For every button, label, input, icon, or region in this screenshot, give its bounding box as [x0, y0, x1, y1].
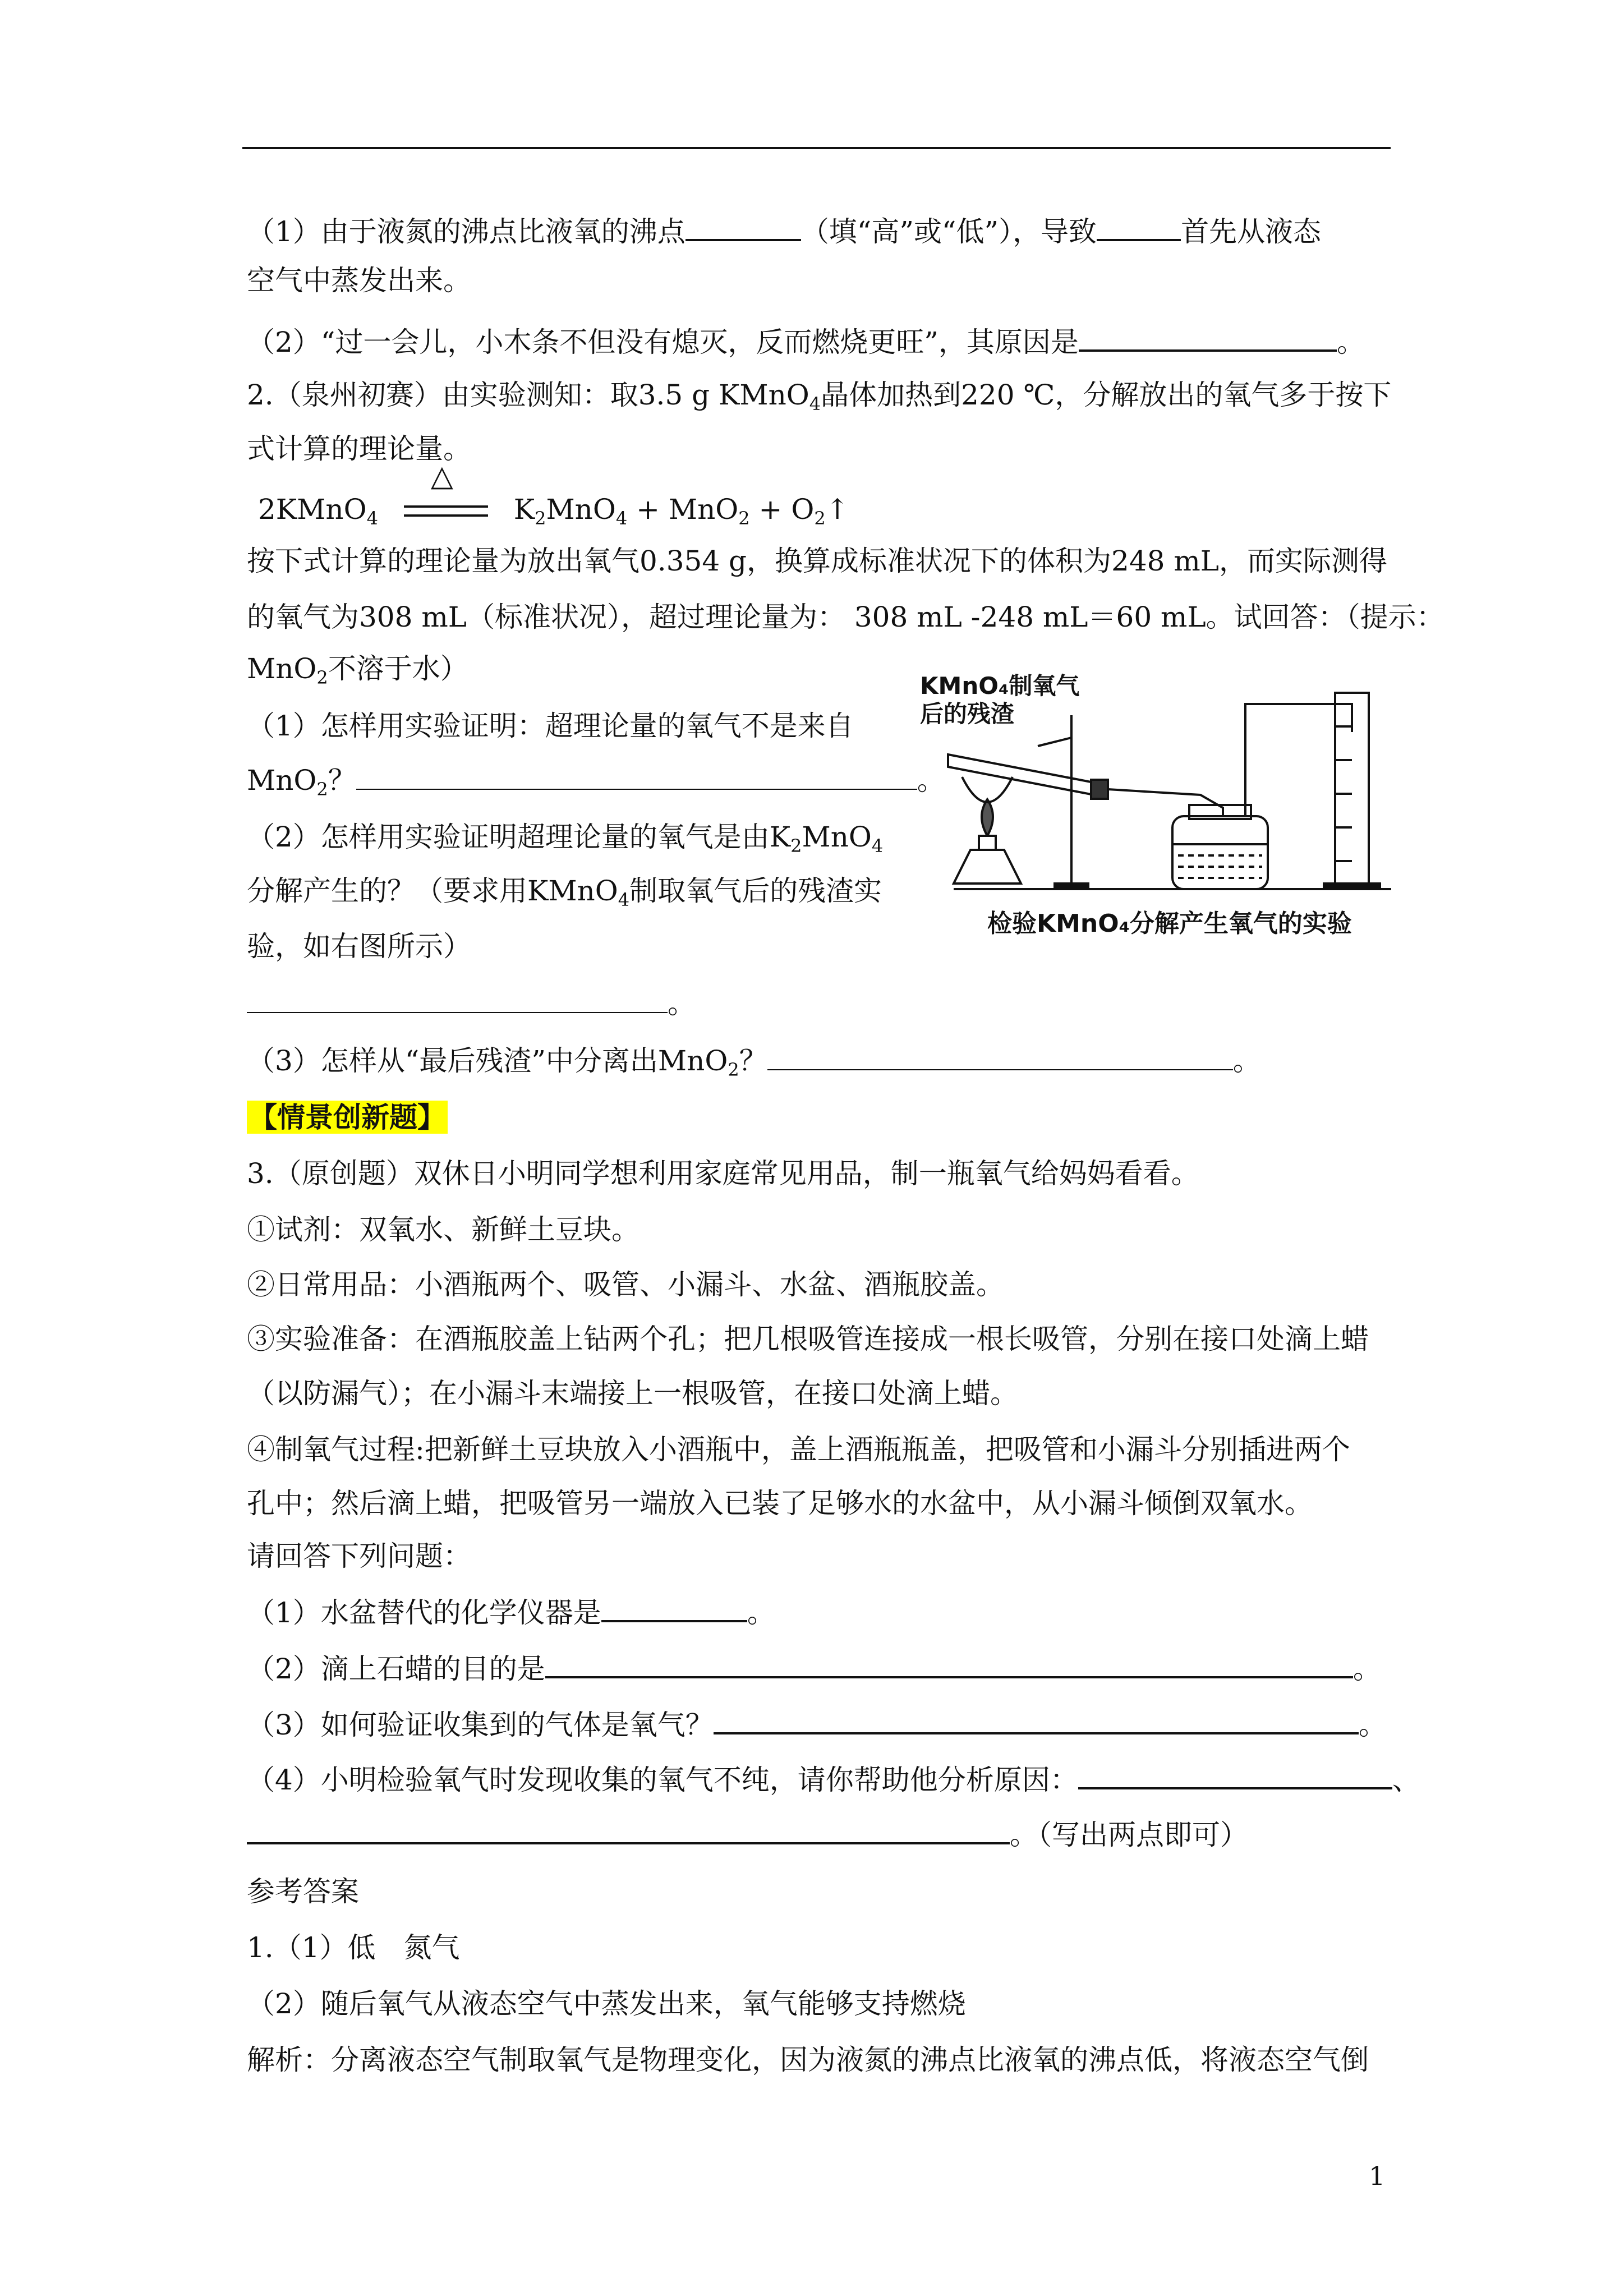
q2-line1: 2.（泉州初赛）由实验测知：取3.5 g KMnO$_4$晶体加热到220 ℃，分解放出的氧气多于按下 — [247, 379, 1392, 415]
heat-triangle-icon: △ — [430, 459, 453, 493]
q3-sub2: （2）滴上石蜡的目的是 。 — [247, 1649, 1381, 1687]
q1-part1-line2: 空气中蒸发出来。 — [247, 264, 471, 297]
chemical-equation: 2KMnO$_4$ △ $K_2MnO_4 + MnO_2$ + $O_2↑$ — [258, 459, 849, 529]
q1-part1-line1: （1）由于液氮的沸点比液氧的沸点 （填“高”或“低”），导致 首先从液态 — [247, 212, 1321, 250]
q2-line4: 的氧气为308 mL（标准状况），超过理论量为： 308 mL -248 mL＝60 mL。试回答：（提示： — [247, 601, 1444, 633]
q3-line2: ①试剂：双氧水、新鲜土豆块。 — [247, 1213, 640, 1246]
q3-line4: ③实验准备：在酒瓶胶盖上钻两个孔；把几根吸管连接成一根长吸管，分别在接口处滴上蜡 — [247, 1323, 1369, 1355]
q2-sub1-line1: （1）怎样用实验证明：超理论量的氧气不是来自 — [247, 710, 854, 742]
answer-1-analysis: 解析：分离液态空气制取氧气是物理变化，因为液氮的沸点比液氧的沸点低，将液态空气倒 — [247, 2044, 1369, 2076]
q3-line1: 3.（原创题）双休日小明同学想利用家庭常见用品，制一瓶氧气给妈妈看看。 — [247, 1157, 1199, 1190]
figure-label-line2: 后的残渣 — [920, 700, 1015, 728]
q2-sub2-answer: 。 — [247, 985, 696, 1022]
q2-sub1-line2: MnO$_2$？ 。 — [247, 762, 945, 798]
q3-line8: 请回答下列问题： — [247, 1540, 471, 1572]
q2-line2: 式计算的理论量。 — [247, 432, 471, 465]
q3-sub3: （3）如何验证收集到的气体是氧气？ 。 — [247, 1705, 1387, 1743]
equation-equals-heat — [404, 459, 488, 526]
q3-sub1: （1）水盆替代的化学仪器是 。 — [247, 1593, 775, 1631]
q2-sub3: （3）怎样从“最后残渣”中分离出MnO$_2$？ 。 — [247, 1042, 1261, 1079]
q3-line5: （以防漏气）；在小漏斗末端接上一根吸管，在接口处滴上蜡。 — [247, 1377, 1018, 1410]
figure-caption: 检验KMnO₄分解产生氧气的实验 — [987, 909, 1352, 938]
q3-sub4-line1: （4）小明检验氧气时发现收集的氧气不纯，请你帮助他分析原因： 、 — [247, 1760, 1420, 1798]
figure-label-line1: KMnO₄制氧气 — [920, 672, 1080, 700]
apparatus-figure — [909, 648, 1397, 945]
header-rule — [242, 147, 1391, 149]
answer-1-2: （2）随后氧气从液态空气中蒸发出来，氧气能够支持燃烧 — [247, 1987, 966, 2020]
gas-arrow-icon: ↑ — [825, 493, 849, 526]
q3-line3: ②日常用品：小酒瓶两个、吸管、小漏斗、水盆、酒瓶胶盖。 — [247, 1268, 1004, 1301]
answers-title: 参考答案 — [247, 1875, 359, 1908]
q1-part2: （2）“过一会儿，小木条不但没有熄灭，反而燃烧更旺”，其原因是 。 — [247, 323, 1365, 360]
q2-line5: MnO$_2$不溶于水） — [247, 652, 468, 688]
q3-line7: 孔中；然后滴上蜡，把吸管另一端放入已装了足够水的水盆中，从小漏斗倾倒双氧水。 — [247, 1487, 1313, 1520]
q3-sub4-line2: 。（写出两点即可） — [247, 1815, 1248, 1853]
q3-line6: ④制氧气过程:把新鲜土豆块放入小酒瓶中，盖上酒瓶瓶盖，把吸管和小漏斗分别插进两个 — [247, 1433, 1350, 1466]
q2-sub2-line1: （2）怎样用实验证明超理论量的氧气是由$K_2MnO_4$ — [247, 821, 884, 857]
q2-sub2-line2: 分解产生的？（要求用KMnO$_4$制取氧气后的残渣实 — [247, 875, 882, 910]
answer-1-1: 1.（1）低 氮气 — [247, 1931, 460, 1964]
section-title: 【情景创新题】 — [247, 1099, 448, 1135]
page-number: 1 — [1369, 2161, 1386, 2191]
q2-sub2-line3: 验，如右图所示） — [247, 930, 471, 963]
q2-line3: 按下式计算的理论量为放出氧气0.354 g，换算成标准状况下的体积为248 mL，而实际测得 — [247, 545, 1387, 577]
